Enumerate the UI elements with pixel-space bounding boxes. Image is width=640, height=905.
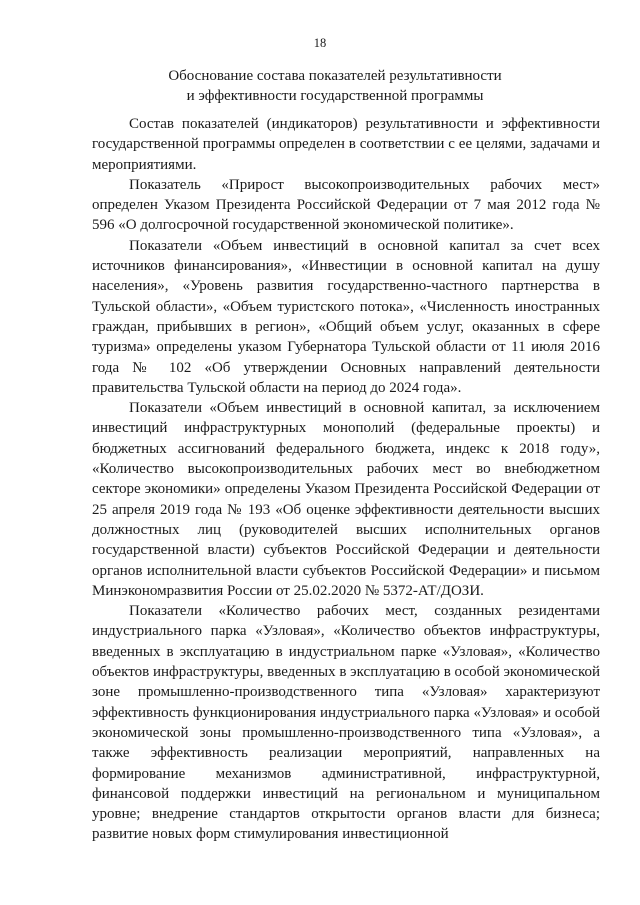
document-body xyxy=(92,114,600,845)
paragraph-1: Состав показателей (индикаторов) результативности и эффективности государственной программы определен в соответствии с ее целями, задачами и мероприятиями. xyxy=(92,116,600,173)
section-title-line-1: Обоснование состава показателей результативности xyxy=(168,68,502,84)
paragraph-5: Показатели «Количество рабочих мест, созданных резидентами индустриального парка «Узловая», «Количество объектов инфраструктуры, введенных в эксплуатацию в индустриальном парке «Узловая», «Количество объектов инфраструктуры, введенных в эксплуатацию в особой экономической зоне промышленно-производственного типа «Узловая» характеризуют эффективность функционирования индустриального парка «Узловая» и особой экономической зоны промышленно-производственного типа «Узловая», а также эффективность реализации мероприятий, направленных на формирование механизмов административной, инфраструктурной, финансовой поддержки инвестиций на региональном и муниципальном уровне; внедрение стандартов открытости органов власти для бизнеса; развитие новых форм стимулирования инвестиционной xyxy=(92,603,600,843)
section-title xyxy=(70,66,600,106)
paragraph-4: Показатели «Объем инвестиций в основной капитал, за исключением инвестиций инфраструктурных монополий (федеральные проекты) и бюджетных ассигнований федерального бюджета, индекс к 2018 году», «Количество высокопроизводительных рабочих мест во внебюджетном секторе экономики» определены Указом Президента Российской Федерации от 25 апреля 2019 года № 193 «Об оценке эффективности деятельности высших должностных лиц (руководителей высших исполнительных органов государственной власти) субъектов Российской Федерации и деятельности органов исполнительной власти субъектов Российской Федерации» и письмом Минэкономразвития России от 25.02.2020 № 5372-АТ/ДОЗИ. xyxy=(92,400,600,599)
section-title-line-2: и эффективности государственной программы xyxy=(186,88,484,104)
page-number: 18 xyxy=(313,36,327,50)
paragraph-2: Показатель «Прирост высокопроизводительных рабочих мест» определен Указом Президента Российской Федерации от 7 мая 2012 года № 596 «О долгосрочной государственной экономической политике». xyxy=(92,176,600,234)
paragraph-3: Показатели «Объем инвестиций в основной капитал за счет всех источников финансирования», «Инвестиции в основной капитал на душу населения», «Уровень развития государственно-частного партнерства в Тульской области», «Объем туристского потока», «Численность иностранных граждан, прибывших в регион», «Общий объем услуг, оказанных в сфере туризма» определены указом Губернатора Тульской области от 11 июля 2016 года № 102 «Об утверждении Основных направлений деятельности правительства Тульской области на период до 2024 года». xyxy=(92,237,600,396)
